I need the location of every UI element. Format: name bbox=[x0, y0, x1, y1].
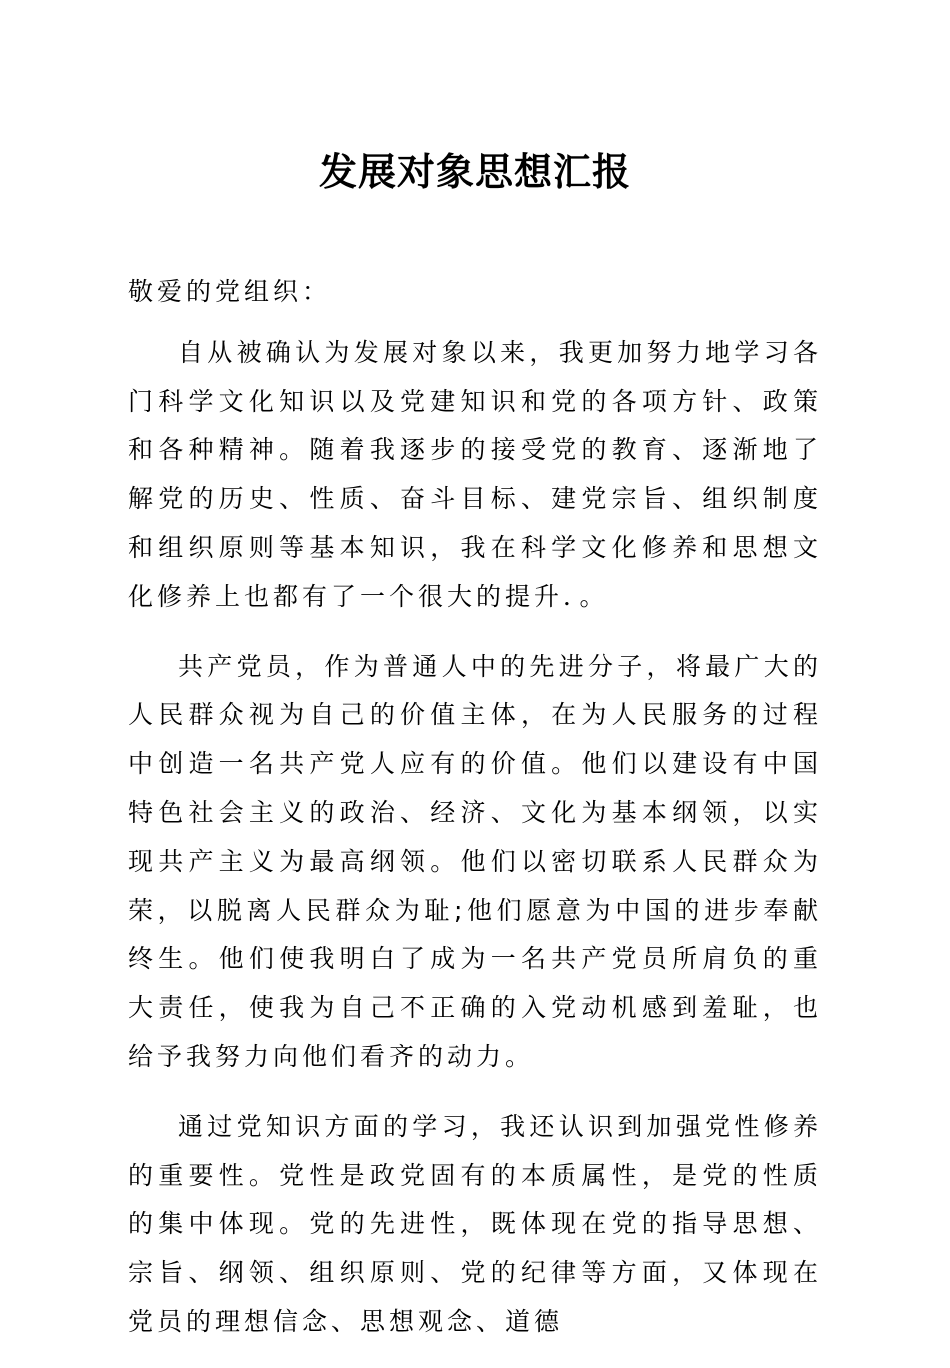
document-body bbox=[128, 268, 822, 1368]
paragraph-2: 共产党员，作为普通人中的先进分子，将最广大的人民群众视为自己的价值主体，在为人民服务的过程中创造一名共产党人应有的价值。他们以建设有中国特色社会主义的政治、经济、文化为基本纲领，以实现共产主义为最高纲领。他们以密切联系人民群众为荣，以脱离人民群众为耻;他们愿意为中国的进步奉献终生。他们使我明白了成为一名共产党员所肩负的重大责任，使我为自己不正确的入党动机感到羞耻，也给予我努力向他们看齐的动力。 bbox=[128, 651, 822, 1071]
paragraph-3: 通过党知识方面的学习，我还认识到加强党性修养的重要性。党性是政党固有的本质属性，是党的性质的集中体现。党的先进性，既体现在党的指导思想、宗旨、纲领、组织原则、党的纪律等方面，又体现在党员的理想信念、思想观念、道德 bbox=[128, 1111, 822, 1336]
salutation: 敬爱的党组织： bbox=[128, 277, 332, 306]
paragraph-1: 自从被确认为发展对象以来，我更加努力地学习各门科学文化知识以及党建知识和党的各项方针、政策和各种精神。随着我逐步的接受党的教育、逐渐地了解党的历史、性质、奋斗目标、建党宗旨、组织制度和组织原则等基本知识，我在科学文化修养和思想文化修养上也都有了一个很大的提升．。 bbox=[128, 337, 822, 611]
document-title: 发展对象思想汇报 bbox=[318, 149, 631, 194]
